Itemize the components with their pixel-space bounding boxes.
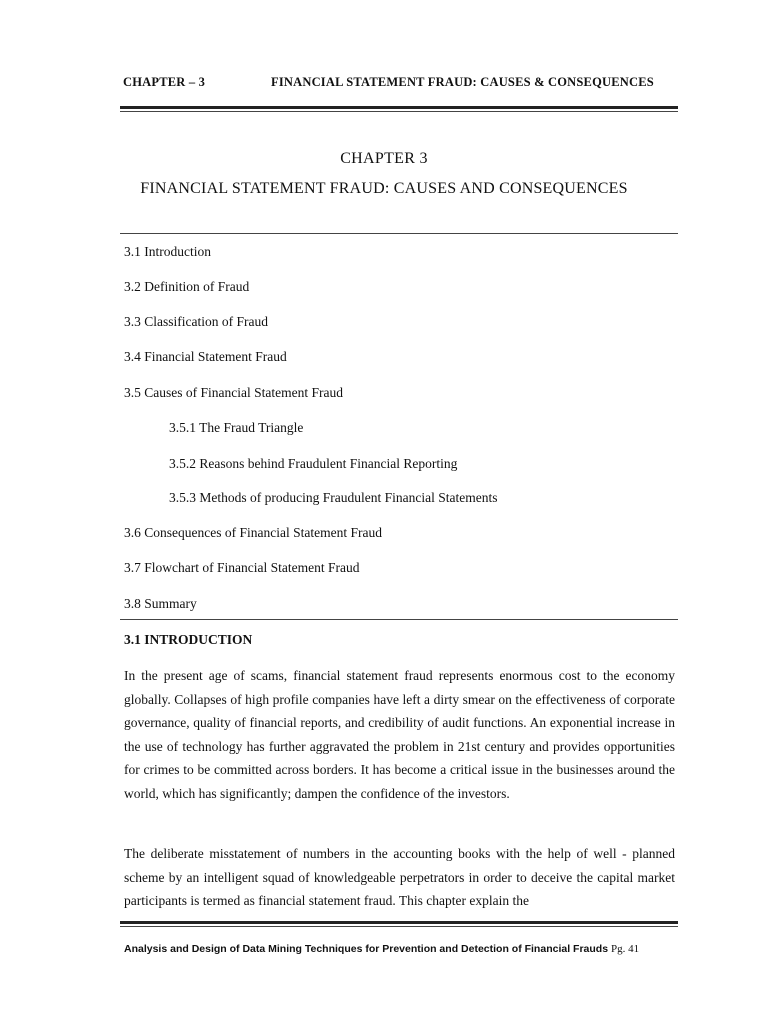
chapter-title: FINANCIAL STATEMENT FRAUD: CAUSES AND CONSEQUENCES <box>140 180 628 197</box>
header-rule-thick <box>120 106 678 109</box>
toc-item: 3.1 Introduction <box>124 244 211 259</box>
toc-item: 3.5 Causes of Financial Statement Fraud <box>124 385 343 400</box>
toc-top-rule <box>120 233 678 234</box>
header-rule-thin <box>120 111 678 112</box>
toc-item: 3.4 Financial Statement Fraud <box>124 349 287 364</box>
toc-item: 3.7 Flowchart of Financial Statement Fraud <box>124 560 360 575</box>
toc-subitem: 3.5.1 The Fraud Triangle <box>169 420 304 435</box>
toc-item: 3.8 Summary <box>124 596 197 611</box>
toc-bottom-rule <box>120 619 678 620</box>
running-header-chapter: CHAPTER – 3 <box>123 75 206 89</box>
footer-text: Analysis and Design of Data Mining Techniques for Prevention and Detection of Financial Frauds <box>124 943 609 955</box>
toc-subitem: 3.5.3 Methods of producing Fraudulent Financial Statements <box>169 490 498 505</box>
footer-rule-thick <box>120 921 678 924</box>
body-paragraph: The deliberate misstatement of numbers in the accounting books with the help of well - planned scheme by an intelligent squad of knowledgeable perpetrators in order to deceive the capital market participants is termed as financial statement fraud. This chapter explain the <box>124 846 675 908</box>
toc-item: 3.6 Consequences of Financial Statement Fraud <box>124 525 382 540</box>
page-number: Pg. 41 <box>610 943 640 955</box>
toc-item: 3.2 Definition of Fraud <box>124 279 250 294</box>
toc-subitem: 3.5.2 Reasons behind Fraudulent Financial Reporting <box>169 456 458 471</box>
running-header-title: FINANCIAL STATEMENT FRAUD: CAUSES & CONSEQUENCES <box>271 75 654 89</box>
section-heading: 3.1 INTRODUCTION <box>124 632 253 647</box>
page-footer <box>124 943 678 955</box>
toc-item: 3.3 Classification of Fraud <box>124 314 268 329</box>
body-paragraph: In the present age of scams, financial statement fraud represents enormous cost to the economy globally. Collapses of high profile companies have left a dirty smear on the effectiveness of corporate governance, quality of financial reports, and credibility of audit functions. An exponential increase in the use of technology has further aggravated the problem in 21st century and provides opportunities for crimes to be committed across borders. It has become a critical issue in the businesses around the world, which has significantly; dampen the confidence of the investors. <box>124 668 675 801</box>
chapter-number: CHAPTER 3 <box>340 150 428 167</box>
footer-rule-thin <box>120 926 678 927</box>
